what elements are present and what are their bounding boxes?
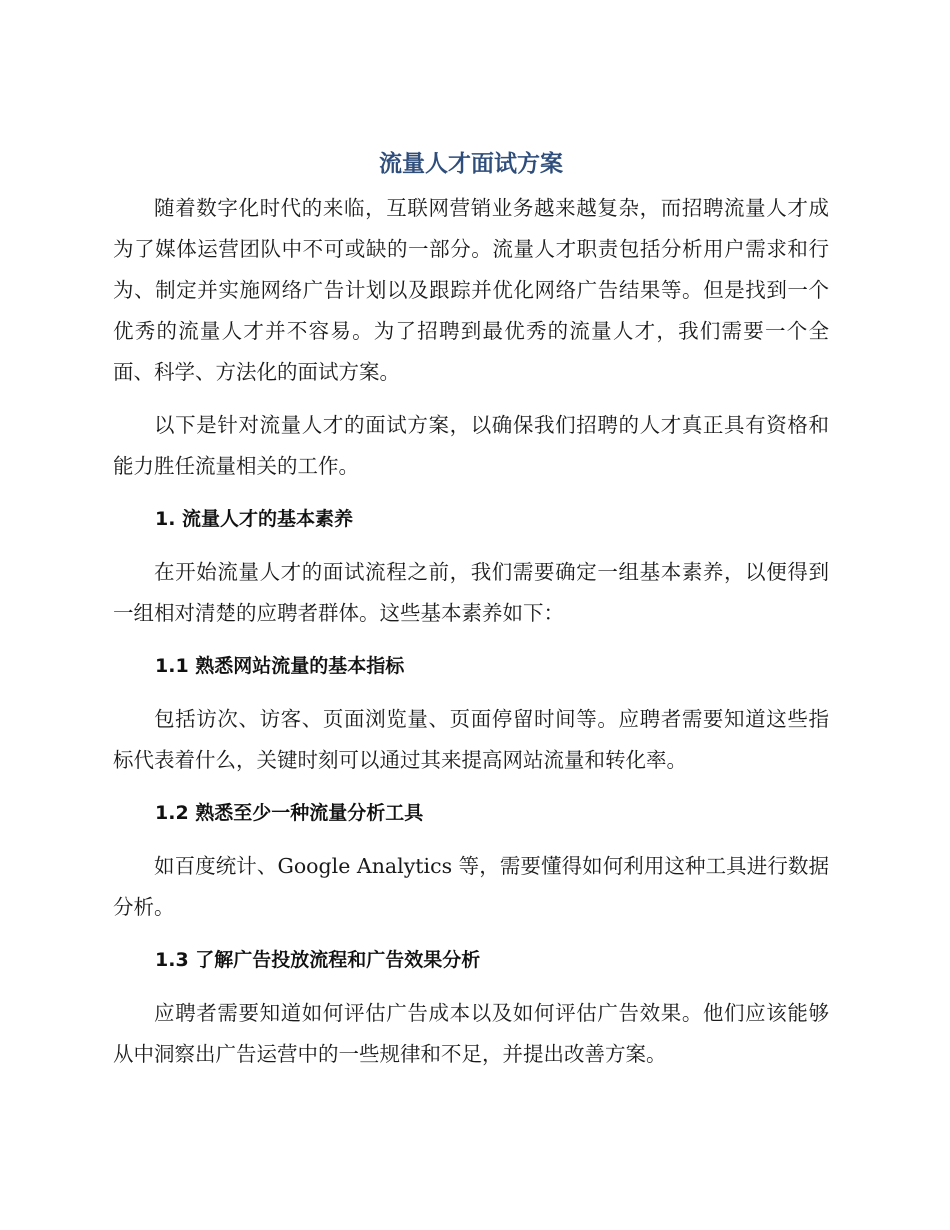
subsection-heading-1-2: 1.2 熟悉至少一种流量分析工具 [155, 802, 424, 824]
subsection-heading-1-1: 1.1 熟悉网站流量的基本指标 [155, 655, 405, 677]
subsection-1-2-paragraph: 如百度统计、Google Analytics 等，需要懂得如何利用这种工具进行数据分析。 [113, 854, 829, 919]
section-heading-1: 1. 流量人才的基本素养 [155, 508, 354, 530]
intro-paragraph: 随着数字化时代的来临，互联网营销业务越来越复杂，而招聘流量人才成为了媒体运营团队中不可或缺的一部分。流量人才职责包括分析用户需求和行为、制定并实施网络广告计划以及跟踪并优化网络广告结果等。但是找到一个优秀的流量人才并不容易。为了招聘到最优秀的流量人才，我们需要一个全面、科学、方法化的面试方案。 [113, 196, 829, 384]
section-1-paragraph: 在开始流量人才的面试流程之前，我们需要确定一组基本素养，以便得到一组相对清楚的应聘者群体。这些基本素养如下： [113, 560, 829, 625]
document-title: 流量人才面试方案 [379, 151, 563, 177]
subsection-1-3-paragraph: 应聘者需要知道如何评估广告成本以及如何评估广告效果。他们应该能够从中洞察出广告运营中的一些规律和不足，并提出改善方案。 [113, 1001, 829, 1066]
subsection-1-1-paragraph: 包括访次、访客、页面浏览量、页面停留时间等。应聘者需要知道这些指标代表着什么，关键时刻可以通过其来提高网站流量和转化率。 [113, 707, 829, 772]
document-body [113, 146, 829, 1087]
subsection-heading-1-3: 1.3 了解广告投放流程和广告效果分析 [155, 949, 481, 971]
scope-paragraph: 以下是针对流量人才的面试方案，以确保我们招聘的人才真正具有资格和能力胜任流量相关的工作。 [113, 413, 829, 478]
